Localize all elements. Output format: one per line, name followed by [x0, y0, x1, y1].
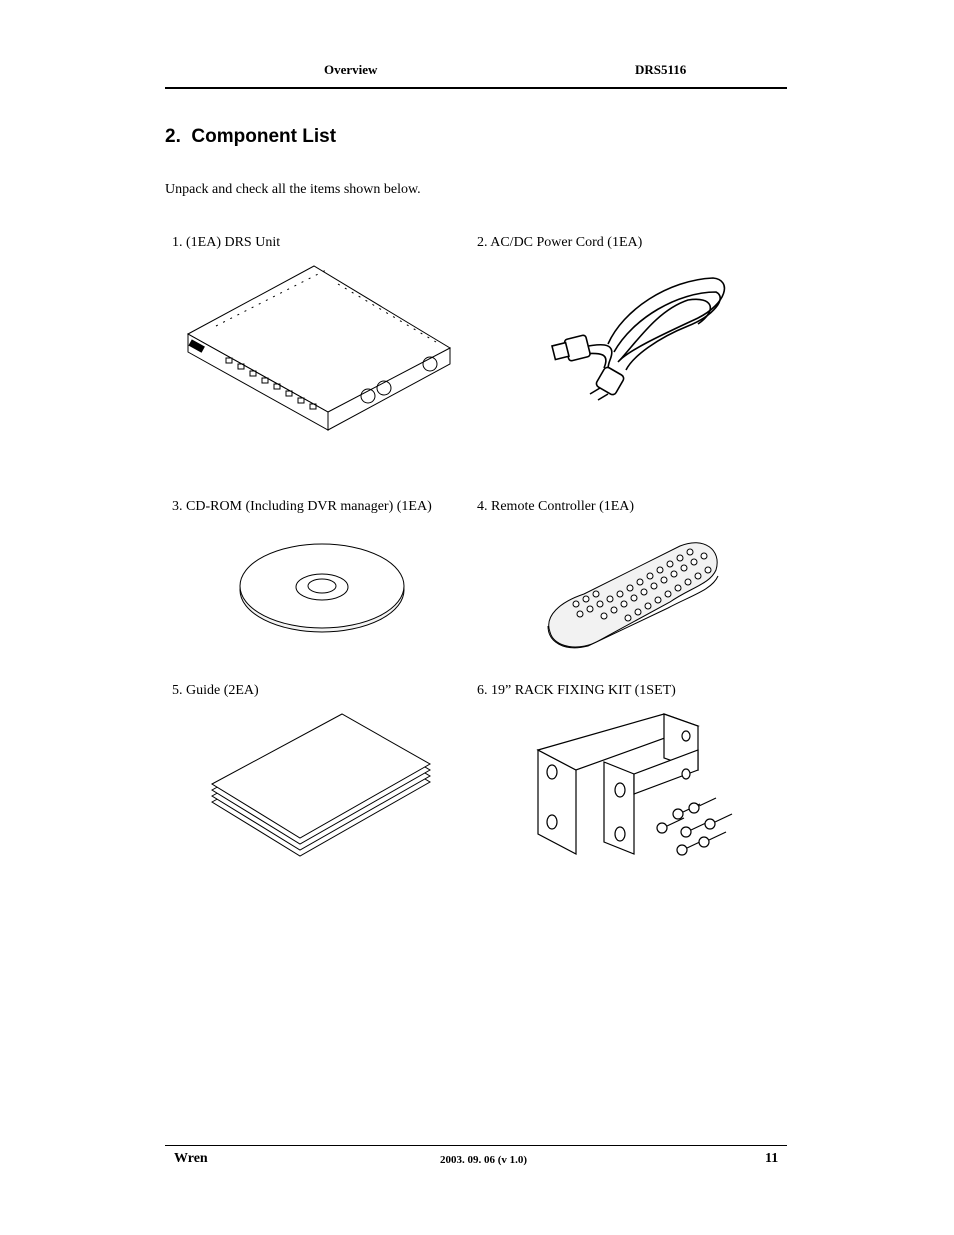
header-rule: [165, 87, 787, 89]
item-label-1: 1. (1EA) DRS Unit: [172, 235, 281, 250]
footer-page-number: 11: [765, 1151, 779, 1166]
item-label-4: 4. Remote Controller (1EA): [477, 499, 635, 514]
item-label-2: 2. AC/DC Power Cord (1EA): [477, 235, 643, 250]
remote-controller-icon: [540, 536, 728, 656]
section-number: 2.: [165, 126, 181, 147]
dvr-unit-icon: [186, 262, 454, 434]
section-title: Component List: [191, 126, 337, 147]
rack-kit-icon: [534, 710, 738, 860]
power-cord-icon: [548, 270, 730, 402]
footer-company: Wren: [174, 1151, 208, 1166]
header-model: DRS5116: [635, 62, 687, 77]
item-label-6: 6. 19” RACK FIXING KIT (1SET): [477, 683, 676, 698]
footer-rule: [165, 1145, 787, 1146]
item-label-3: 3. CD-ROM (Including DVR manager) (1EA): [172, 499, 432, 514]
cd-rom-icon: [236, 538, 408, 634]
intro-text: Unpack and check all the items shown below.: [165, 182, 421, 197]
footer-date-version: 2003. 09. 06 (v 1.0): [440, 1154, 528, 1166]
section-heading: [165, 126, 336, 148]
header-section-title: Overview: [324, 62, 378, 77]
item-label-5: 5. Guide (2EA): [172, 683, 259, 698]
guide-book-icon: [208, 712, 434, 860]
